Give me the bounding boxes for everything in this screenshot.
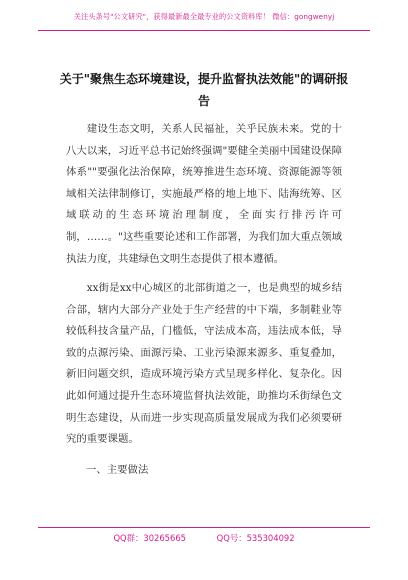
footer <box>0 532 408 544</box>
footer-qq-number: QQ号：535304092 <box>216 533 295 543</box>
header-promo-text: 关注头条号"公文研究"，获得最新最全最专业的公文资料库！ 微信：gongwenyj <box>73 12 335 21</box>
paragraph-2: xx街是xx中心城区的北部街道之一，也是典型的城乡结合部，辖内大部分产业处于生产经营的中下端，多制鞋业等较低科技含量产品，门槛低，守法成本高，违法成本低，导致的点源污染、面源污染、工业污染源来源多、重复叠加，新旧问题交织，造成环境污染方式呈现多样化、复杂化。因此如何通过提升生态环境监督执法效能，助推均禾街绿色文明生态建设，从而进一步实现高质量发展成为我们必须要研究的重要课题。 <box>66 282 342 446</box>
paragraph-1: 建设生态文明，关系人民福祉，关乎民族未来。党的十八大以来，习近平总书记始终强调"要健全美丽中国建设保障体系""要强化法治保障，统筹推进生态环境、资源能源等领域相关法律制修订，实施最严格的地上地下、陆海统筹、区域联动的生态环境治理制度，全面实行排污许可制，……。"这些重要论述和工作部署，为我们加大重点领域执法力度，共建绿色文明生态提供了根本遵循。 <box>66 123 342 265</box>
footer-qq-group: QQ群：30265665 <box>113 533 186 543</box>
document-title: 关于"聚焦生态环境建设，提升监督执法效能"的调研报告 <box>59 72 349 108</box>
section-heading: 一、主要做法 <box>86 464 149 476</box>
header-divider <box>38 30 370 31</box>
footer-divider <box>38 527 370 528</box>
